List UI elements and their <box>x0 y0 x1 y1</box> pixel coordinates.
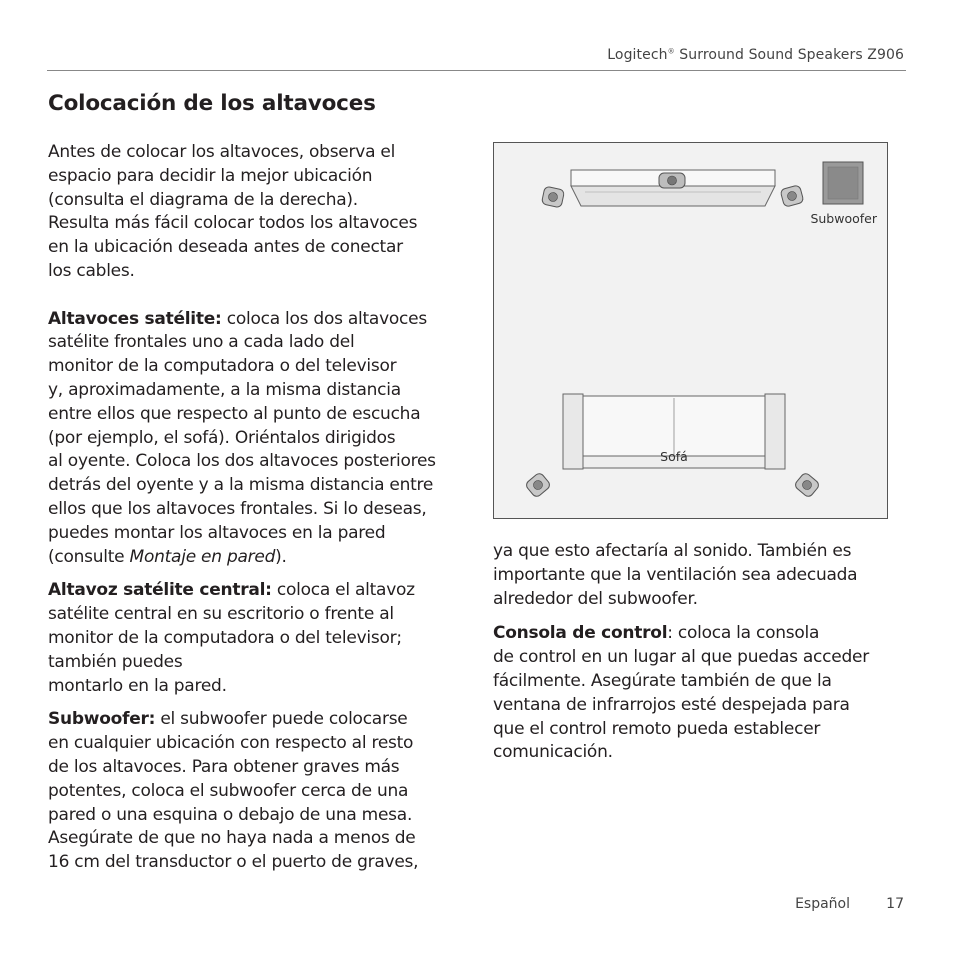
subwoofer-paragraph: Subwoofer: el subwoofer puede colocarse en cualquier ubicación con respecto al resto de los altavoces. Para obtener graves más potentes, coloca el subwoofer cerca de una pared o una esquina o debajo de una mesa. Asegúrate de que no haya nada a menos de 16 cm del transductor o el puerto de graves, <box>48 709 419 873</box>
subwoofer-continued-paragraph: ya que esto afectaría al sonido. También es importante que la ventilación sea adecuada alrededor del subwoofer. <box>493 541 858 609</box>
cross-reference: Montaje en pared <box>129 546 276 567</box>
front-left-speaker <box>541 186 564 208</box>
subwoofer-box <box>823 162 863 204</box>
page-number: 17 <box>886 896 904 912</box>
page-title: Colocación de los altavoces <box>48 91 376 116</box>
satellite-paragraph: Altavoces satélite: coloca los dos altavoces satélite frontales uno a cada lado del monitor de la computadora o del televisor y, aproximadamente, a la misma distancia entre ellos que respecto al punto de escucha (por ejemplo, el sofá). Oriéntalos dirigidos al oyente. Coloca los dos altavoces posteriores detrás del oyente y a la misma distancia entre ellos que los altavoces frontales. Si lo deseas, puedes montar los altavoces en la pared (consulte Montaje en pared). <box>48 308 436 567</box>
center-label: Altavoz satélite central: <box>48 580 272 601</box>
center-speaker <box>659 173 685 188</box>
subwoofer-diagram-label: Subwoofer <box>810 211 877 226</box>
satellite-label: Altavoces satélite: <box>48 308 222 329</box>
center-paragraph: Altavoz satélite central: coloca el altavoz satélite central en su escritorio o frente al monitor de la computadora o del televisor; también puedes montarlo en la pared. <box>48 580 415 696</box>
header-brand: Logitech <box>607 47 668 63</box>
console-paragraph: Consola de control: coloca la consola de control en un lugar al que puedas acceder fácilmente. Asegúrate también de que la ventana de infrarrojos esté despejada para que el control remoto pueda establecer comunicación. <box>493 623 869 763</box>
footer-language: Español <box>795 896 850 912</box>
header-registered-mark: ® <box>667 47 675 56</box>
running-header <box>607 47 904 63</box>
header-product: Surround Sound Speakers Z906 <box>679 47 904 63</box>
left-column <box>48 141 448 875</box>
console-label: Consola de control <box>493 623 668 644</box>
header-rule <box>47 70 906 71</box>
intro-paragraph: Antes de colocar los altavoces, observa el espacio para decidir la mejor ubicación (consulta el diagrama de la derecha). Resulta más fácil colocar todos los altavoces en la ubicación deseada antes de conectar los cables. <box>48 142 418 281</box>
right-column <box>493 540 893 765</box>
subwoofer-label: Subwoofer: <box>48 709 156 730</box>
speaker-placement-diagram <box>493 142 888 519</box>
sofa-label: Sofá <box>660 449 688 464</box>
